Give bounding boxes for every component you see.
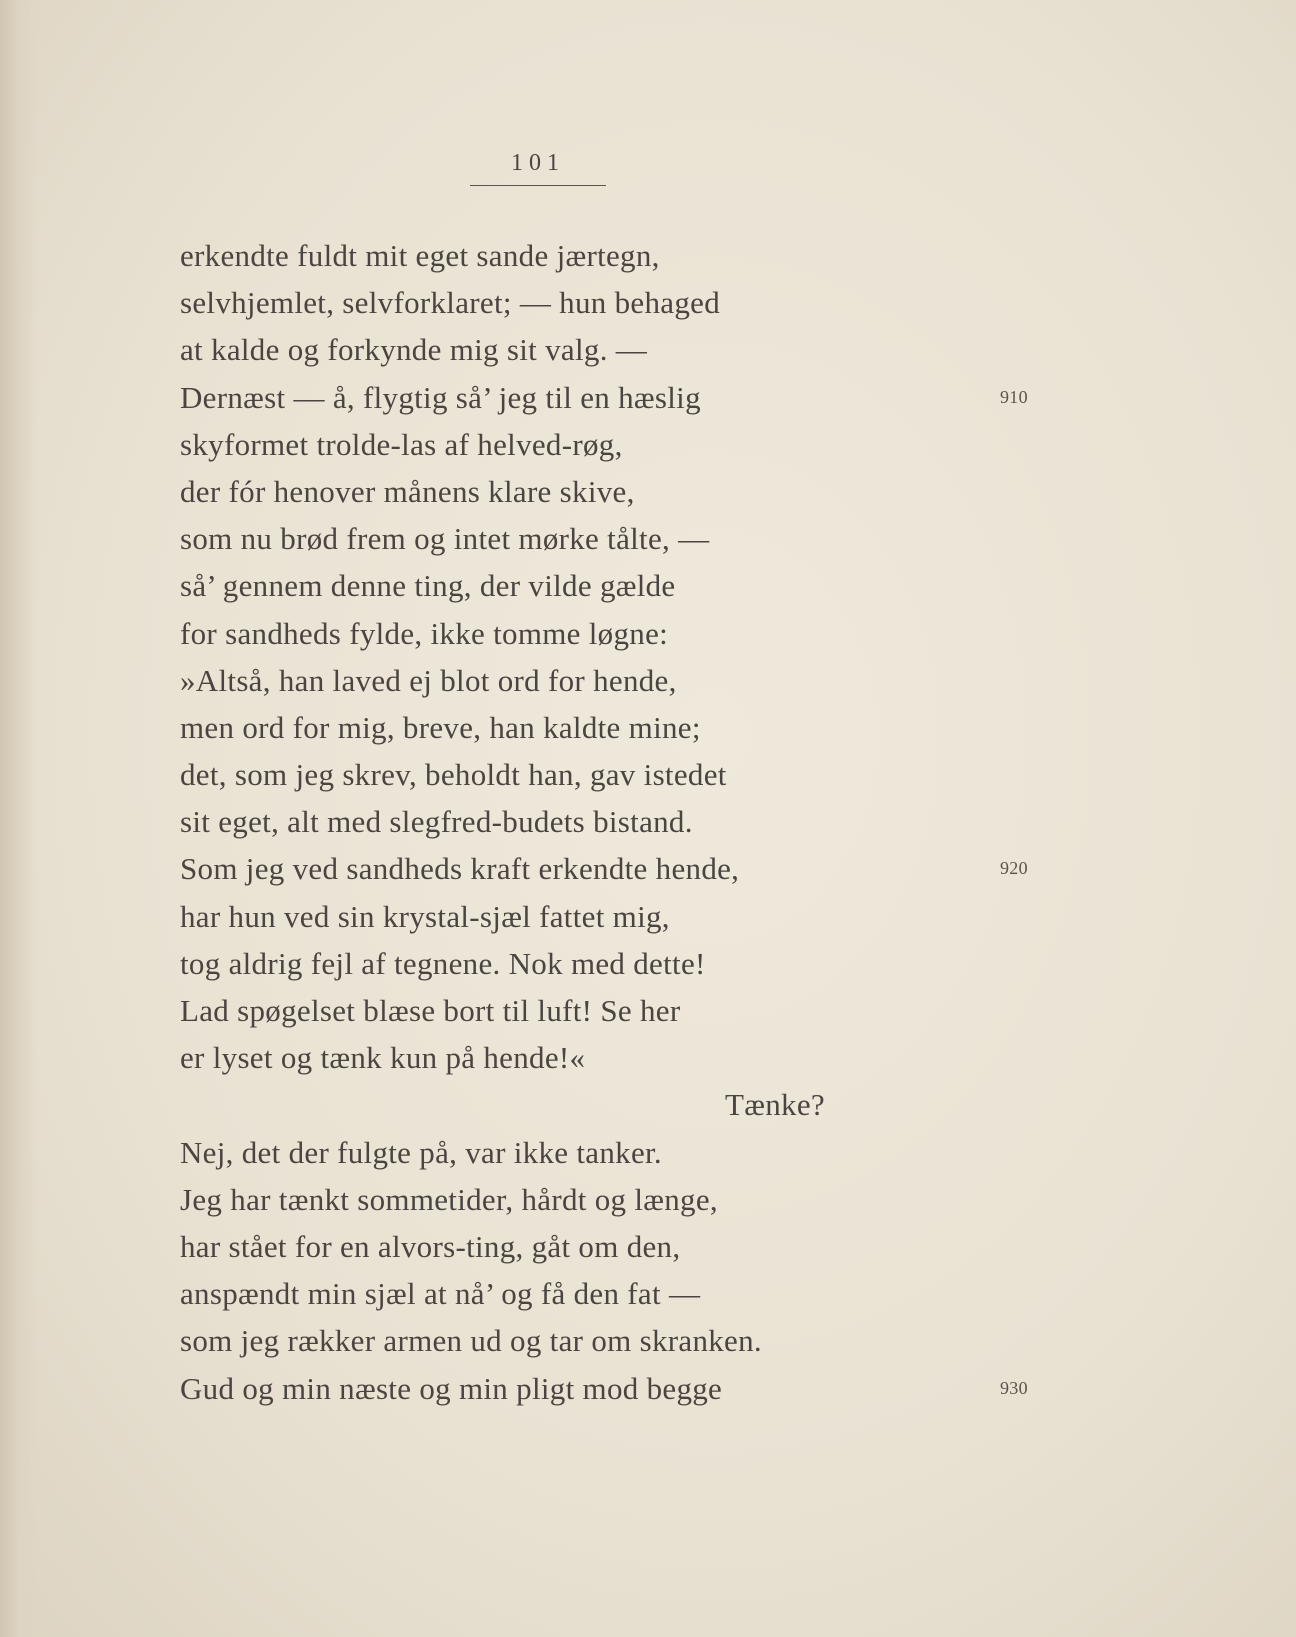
verse-line [180, 704, 960, 751]
line-number: 910 [1000, 386, 1028, 407]
line-number: 930 [1000, 1377, 1028, 1398]
verse-line [180, 657, 960, 704]
verse-line-text: Nej, det der fulgte på, var ikke tanker. [180, 1134, 662, 1170]
verse-line [180, 1317, 960, 1364]
verse-line-text: Lad spøgelset blæse bort til luft! Se her [180, 993, 681, 1028]
verse-line-text: sit eget, alt med slegfred-budets bistand. [180, 804, 693, 840]
verse-line [180, 893, 960, 940]
verse-line-text: har stået for en alvors-ting, gåt om den, [180, 1228, 681, 1264]
verse-line [180, 845, 1028, 892]
verse-line-text: der fór henover månens klare skive, [180, 473, 635, 509]
verse-line-text: anspændt min sjæl at nå’ og få den fat — [180, 1276, 701, 1312]
verse-block [180, 232, 1028, 1412]
verse-line [180, 1034, 960, 1081]
verse-line-text: som nu brød frem og intet mørke tålte, — [180, 521, 710, 557]
verse-line [180, 1223, 960, 1270]
verse-line-text: som jeg rækker armen ud og tar om skranken. [180, 1323, 762, 1359]
verse-line [180, 798, 960, 845]
verse-line-text: Tænke? [725, 1087, 825, 1123]
verse-line-text: det, som jeg skrev, beholdt han, gav istedet [180, 757, 727, 793]
verse-line [180, 1270, 960, 1317]
verse-line-text: så’ gennem denne ting, der vilde gælde [180, 568, 676, 604]
verse-line [180, 1365, 1028, 1412]
verse-line-text: erkendte fuldt mit eget sande jærtegn, [180, 238, 660, 273]
verse-line-text: er lyset og tænk kun på hende!« [180, 1040, 586, 1076]
gutter-shadow [0, 0, 38, 1637]
verse-line-text: skyformet trolde-las af helved-røg, [180, 426, 623, 462]
verse-line [180, 374, 1028, 421]
verse-line [180, 1129, 960, 1176]
verse-line-text: tog aldrig fejl af tegnene. Nok med dette! [180, 945, 706, 981]
verse-line [180, 751, 960, 798]
verse-line [180, 232, 960, 279]
verse-line-text: selvhjemlet, selvforklaret; — hun behaged [180, 285, 720, 321]
verse-line [180, 515, 960, 562]
verse-line-text: men ord for mig, breve, han kaldte mine; [180, 709, 701, 745]
verse-line-text: Jeg har tænkt sommetider, hårdt og længe, [180, 1181, 718, 1217]
verse-line-text: Dernæst — å, flygtig så’ jeg til en hæslig [180, 379, 701, 415]
verse-line-text: »Altså, han laved ej blot ord for hende, [180, 662, 677, 698]
verse-line [180, 326, 960, 373]
verse-line-text: Som jeg ved sandheds kraft erkendte hende, [180, 851, 740, 887]
line-number: 920 [1000, 858, 1028, 879]
verse-line [180, 562, 960, 609]
verse-line-text: for sandheds fylde, ikke tomme løgne: [180, 615, 669, 651]
verse-line [180, 421, 960, 468]
verse-line-text: Gud og min næste og min pligt mod begge [180, 1370, 723, 1406]
verse-line [180, 468, 960, 515]
verse-line [180, 1176, 960, 1223]
verse-line-text: har hun ved sin krystal-sjæl fattet mig, [180, 898, 670, 934]
verse-line-text: at kalde og forkynde mig sit valg. — [180, 332, 648, 368]
header-rule [470, 185, 606, 186]
verse-line [180, 279, 960, 326]
verse-line [180, 940, 960, 987]
page-number: 101 [511, 150, 565, 176]
verse-line [180, 610, 960, 657]
verse-line [180, 1081, 960, 1128]
verse-line [180, 987, 960, 1034]
